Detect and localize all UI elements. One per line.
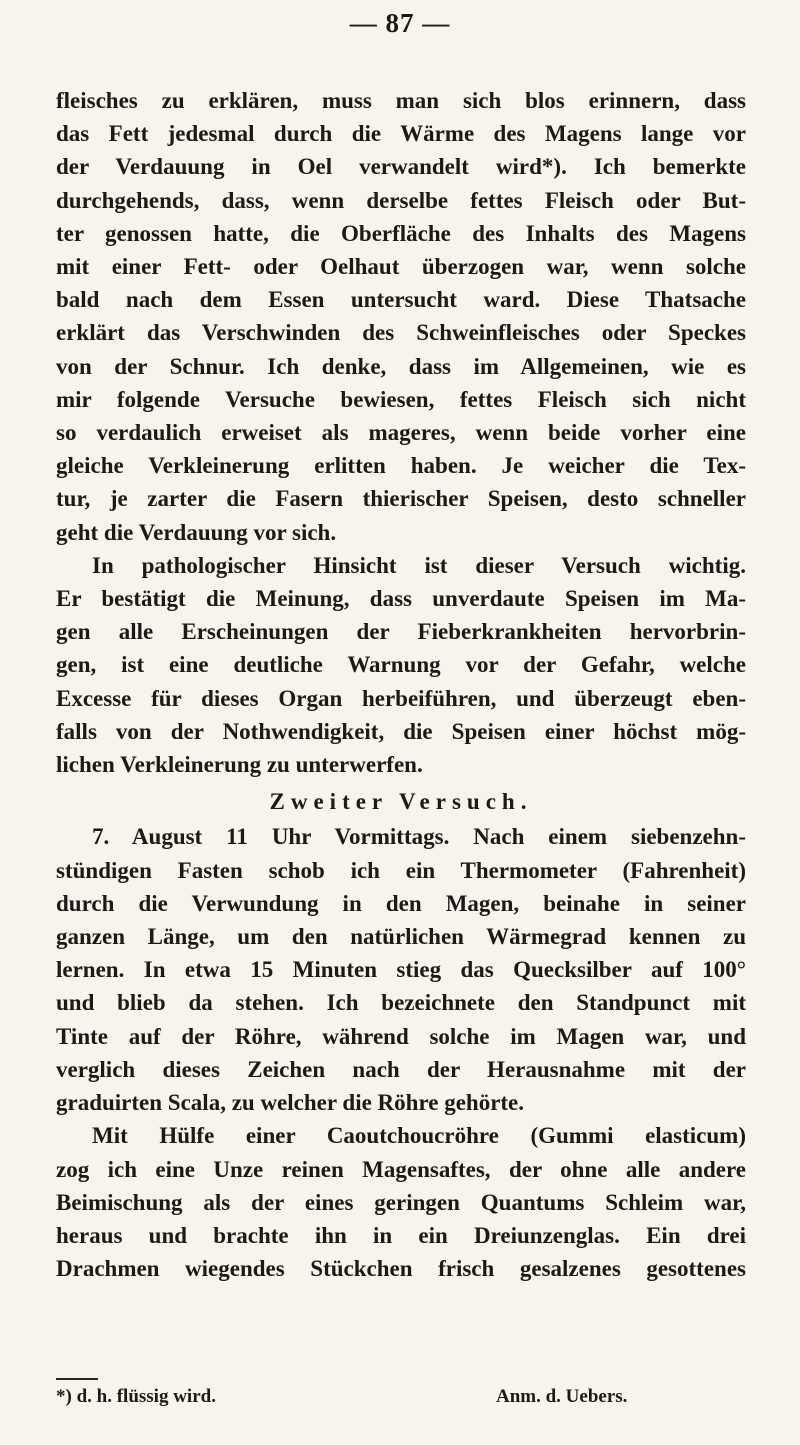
text-line: mir folgende Versuche bewiesen, fettes Fleisch sich nicht <box>56 386 746 412</box>
text-line: durch die Verwundung in den Magen, beinahe in seiner <box>56 890 746 916</box>
paragraph-1 <box>56 84 746 549</box>
text-line: und blieb da stehen. Ich bezeichnete den Standpunct mit <box>56 990 746 1016</box>
text-line: fleisches zu erklären, muss man sich blos erinnern, dass <box>56 88 746 113</box>
text-line: der Verdauung in Oel verwandelt wird*). Ich bemerkte <box>56 154 746 180</box>
text-line: tur, je zarter die Fasern thierischer Speisen, desto schneller <box>56 486 746 512</box>
text-line: Drachmen wiegendes Stückchen frisch gesalzenes gesottenes <box>56 1256 746 1282</box>
text-line: heraus und brachte ihn in ein Dreiunzenglas. Ein drei <box>56 1222 746 1248</box>
text-line: gen alle Erscheinungen der Fieberkrankheiten hervorbrin- <box>56 619 746 645</box>
text-line: Mit Hülfe einer Caoutchoucröhre (Gummi elasticum) <box>92 1123 746 1149</box>
text-line: ter genossen hatte, die Oberfläche des Inhalts des Magens <box>56 220 746 246</box>
text-line: Excesse für dieses Organ herbeiführen, und überzeugt eben- <box>56 685 746 711</box>
footnote-divider <box>56 1378 98 1380</box>
text-line: gen, ist eine deutliche Warnung vor der Gefahr, welche <box>56 652 746 678</box>
text-line: Tinte auf der Röhre, während solche im Magen war, und <box>56 1023 746 1049</box>
paragraph-4 <box>56 1119 746 1285</box>
text-line: so verdaulich erweiset als mageres, wenn beide vorher eine <box>56 420 746 446</box>
text-line: geht die Verdauung vor sich. <box>56 519 337 545</box>
text-line: graduirten Scala, zu welcher die Röhre gehörte. <box>56 1090 525 1116</box>
text-line: lernen. In etwa 15 Minuten stieg das Quecksilber auf 100° <box>56 957 746 983</box>
text-line: das Fett jedesmal durch die Wärme des Magens lange vor <box>56 121 746 147</box>
paragraph-2 <box>56 549 746 781</box>
text-line: verglich dieses Zeichen nach der Herausnahme mit der <box>56 1056 746 1082</box>
body-text <box>56 84 746 1285</box>
text-line: stündigen Fasten schob ich ein Thermometer (Fahrenheit) <box>56 857 746 883</box>
text-line: falls von der Nothwendigkeit, die Speisen einer höchst mög- <box>56 718 746 744</box>
text-line: Beimischung als der eines geringen Quantums Schleim war, <box>56 1189 746 1215</box>
footnote-attribution: Anm. d. Uebers. <box>496 1386 628 1407</box>
text-line: 7. August 11 Uhr Vormittags. Nach einem siebenzehn- <box>92 824 746 850</box>
text-line: zog ich eine Unze reinen Magensaftes, der ohne alle andere <box>56 1156 746 1182</box>
paragraph-3 <box>56 820 746 1119</box>
text-line: mit einer Fett- oder Oelhaut überzogen war, wenn solche <box>56 254 746 280</box>
page-number: — 87 — <box>349 8 451 38</box>
section-heading: Zweiter Versuch. <box>269 789 533 815</box>
text-line: von der Schnur. Ich denke, dass im Allgemeinen, wie es <box>56 353 746 379</box>
text-line: Er bestätigt die Meinung, dass unverdaute Speisen im Ma- <box>56 586 746 612</box>
text-line: ganzen Länge, um den natürlichen Wärmegrad kennen zu <box>56 924 746 950</box>
text-line: lichen Verkleinerung zu unterwerfen. <box>56 752 423 778</box>
text-line: gleiche Verkleinerung erlitten haben. Je weicher die Tex- <box>56 453 746 479</box>
text-line: In pathologischer Hinsicht ist dieser Versuch wichtig. <box>92 552 746 578</box>
text-line: durchgehends, dass, wenn derselbe fettes Fleisch oder But- <box>56 187 746 213</box>
text-line: bald nach dem Essen untersucht ward. Diese Thatsache <box>56 287 746 313</box>
text-line: erklärt das Verschwinden des Schweinfleisches oder Speckes <box>56 320 746 346</box>
footnote-text: *) d. h. flüssig wird. <box>56 1386 216 1407</box>
